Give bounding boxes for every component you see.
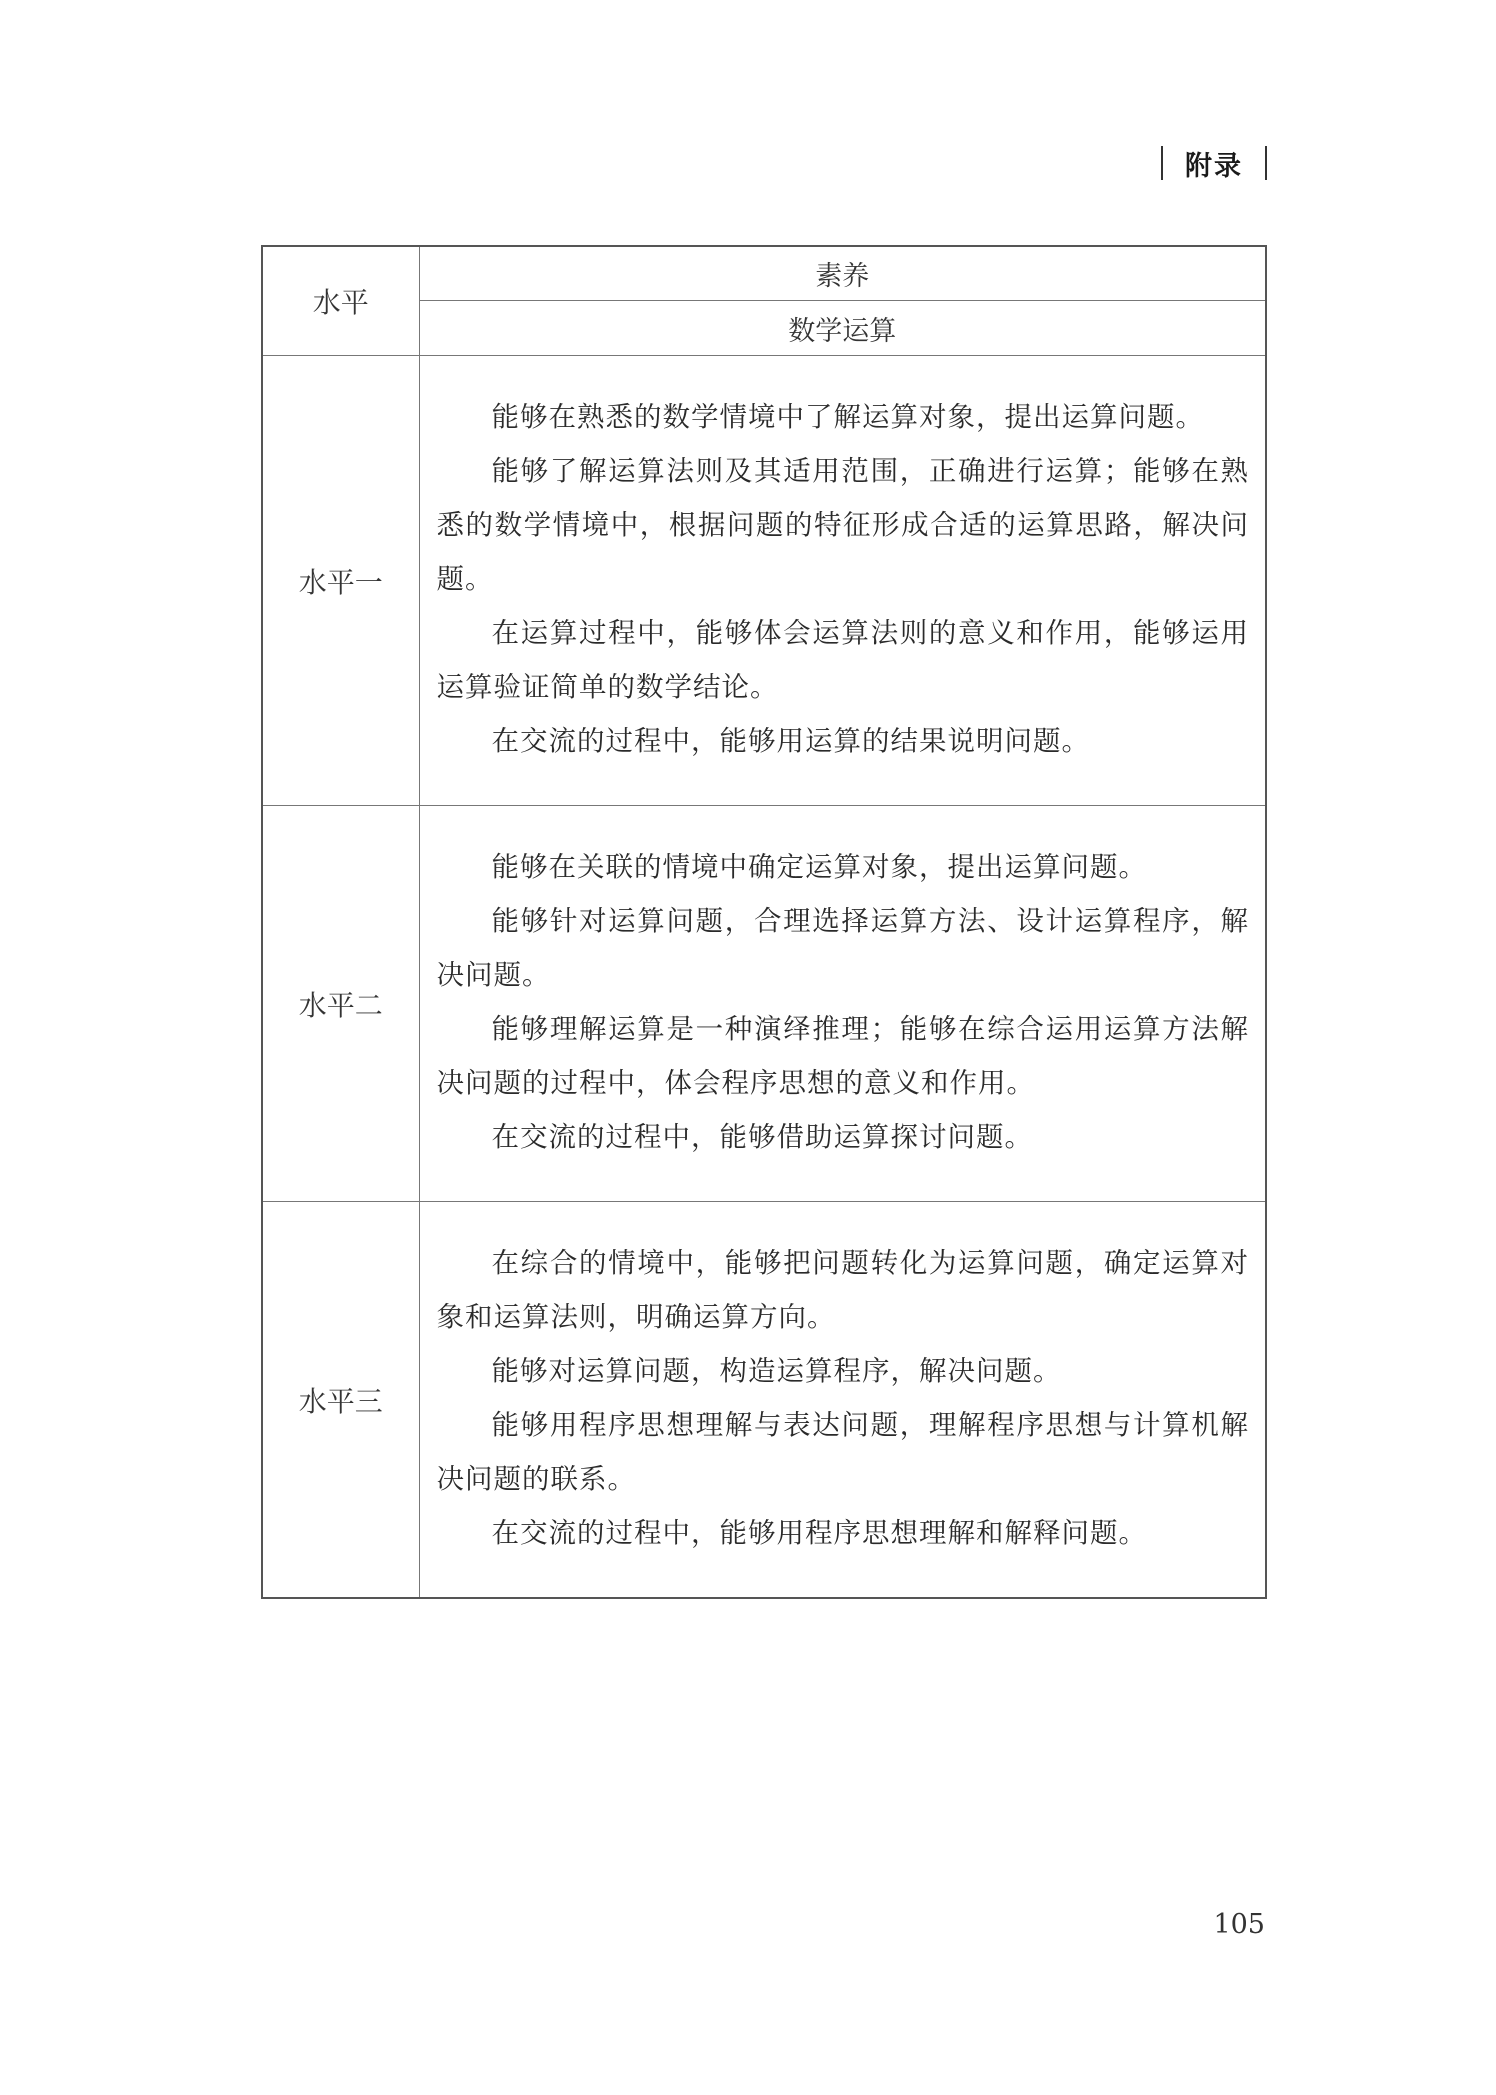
page-number: 105 — [1213, 1909, 1265, 1940]
literacy-name-header: 数学运算 — [419, 301, 1266, 356]
description-paragraph: 在运算过程中，能够体会运算法则的意义和作用，能够运用运算验证简单的数学结论。 — [436, 617, 1249, 703]
table-row — [262, 356, 1266, 806]
level-label: 水平一 — [262, 356, 419, 806]
description-paragraph: 能够用程序思想理解与表达问题，理解程序思想与计算机解决问题的联系。 — [436, 1409, 1249, 1495]
description-paragraph: 能够理解运算是一种演绎推理；能够在综合运用运算方法解决问题的过程中，体会程序思想的意义和作用。 — [436, 1013, 1249, 1099]
description-paragraph: 能够在关联的情境中确定运算对象，提出运算问题。 — [491, 851, 1147, 883]
table-header-row — [262, 246, 1266, 301]
header-right-bar — [1265, 146, 1267, 180]
level-label: 水平三 — [262, 1202, 419, 1599]
table-row — [262, 806, 1266, 1202]
level-label: 水平二 — [262, 806, 419, 1202]
level-column-header: 水平 — [262, 246, 419, 356]
literacy-level-table — [261, 245, 1267, 1599]
description-paragraph: 在综合的情境中，能够把问题转化为运算问题，确定运算对象和运算法则，明确运算方向。 — [436, 1247, 1249, 1333]
header-section-title: 附录 — [1185, 150, 1243, 182]
description-paragraph: 能够对运算问题，构造运算程序，解决问题。 — [491, 1355, 1062, 1387]
description-paragraph: 在交流的过程中，能够用程序思想理解和解释问题。 — [491, 1517, 1147, 1549]
table-row — [262, 1202, 1266, 1599]
literacy-header: 素养 — [419, 246, 1266, 301]
description-paragraph: 能够针对运算问题，合理选择运算方法、设计运算程序，解决问题。 — [436, 905, 1249, 991]
description-paragraph: 能够了解运算法则及其适用范围，正确进行运算；能够在熟悉的数学情境中，根据问题的特征形成合适的运算思路，解决问题。 — [436, 455, 1249, 595]
level-description — [419, 1202, 1266, 1599]
level-description — [419, 356, 1266, 806]
running-header — [1161, 140, 1267, 186]
description-paragraph: 在交流的过程中，能够借助运算探讨问题。 — [491, 1121, 1033, 1153]
description-paragraph: 能够在熟悉的数学情境中了解运算对象，提出运算问题。 — [491, 401, 1204, 433]
level-description — [419, 806, 1266, 1202]
description-paragraph: 在交流的过程中，能够用运算的结果说明问题。 — [491, 725, 1090, 757]
